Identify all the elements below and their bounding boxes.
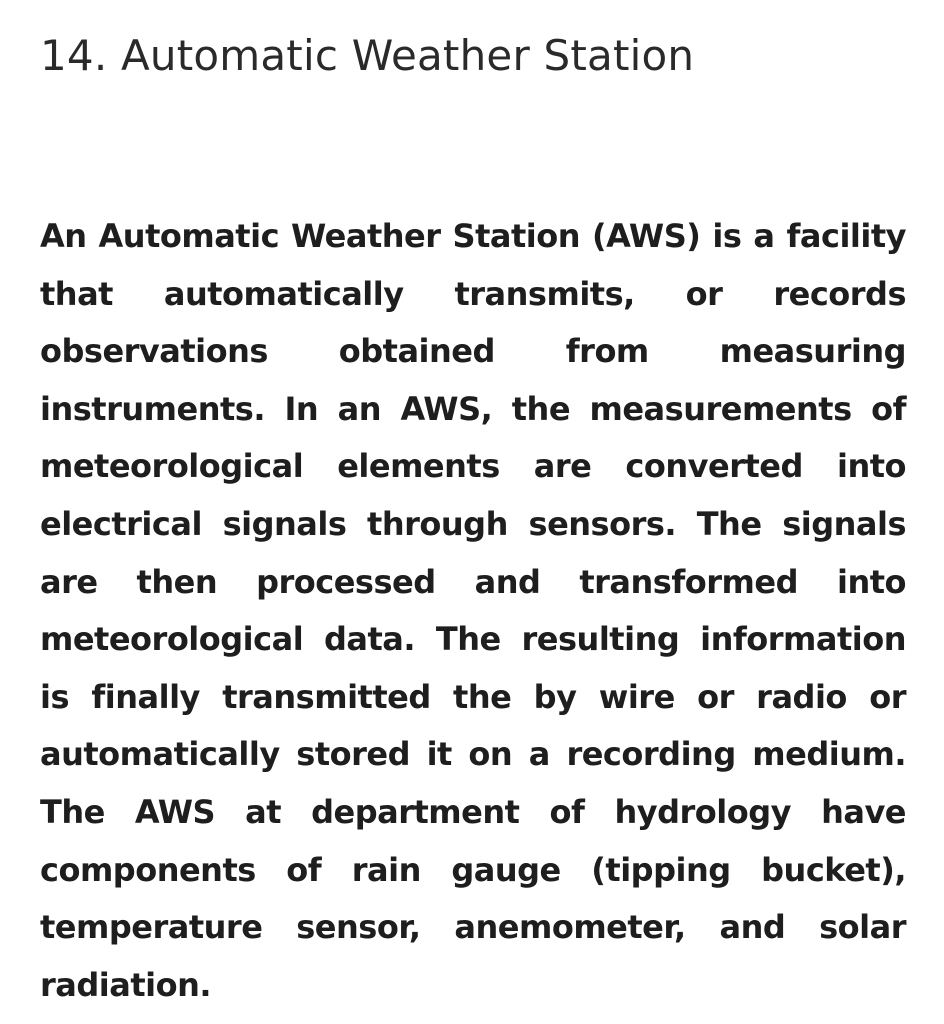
section-heading: 14. Automatic Weather Station [40, 31, 695, 80]
section-paragraph: An Automatic Weather Station (AWS) is a facility that automatically transmits, or records observations obtained from measuring instruments. In an AWS, the measurements of meteorological elements are converted into electrical signals through sensors. The signals are then processed and transformed into meteorological data. The resulting information is finally transmitted the by wire or radio or automatically stored it on a recording medium. The AWS at department of hydrology have components of rain gauge (tipping bucket), temperature sensor, anemometer, and solar radiation. [40, 217, 906, 1004]
